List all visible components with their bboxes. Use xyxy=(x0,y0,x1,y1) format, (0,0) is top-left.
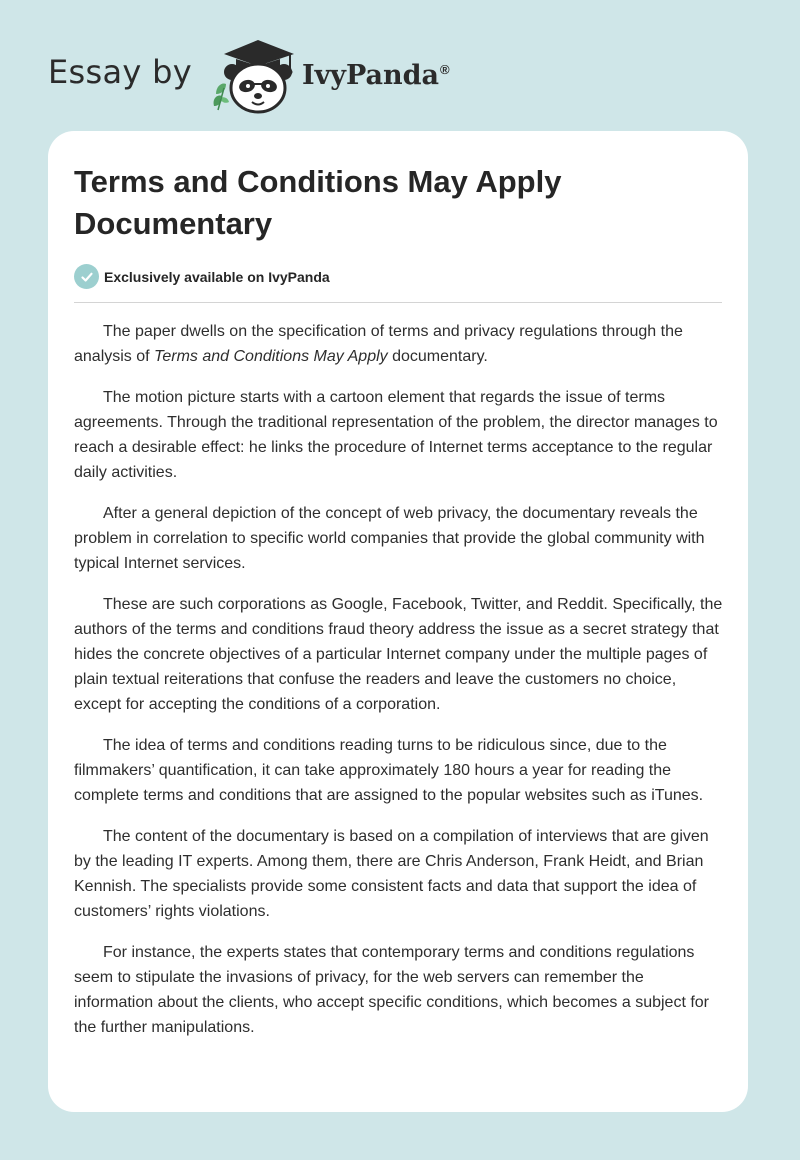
exclusive-badge-label: Exclusively available on IvyPanda xyxy=(104,268,330,285)
brand-header xyxy=(48,36,450,116)
paragraph-7: For instance, the experts states that contemporary terms and conditions regulations seem to stipulate the invasions of privacy, for the web servers can remember the information about the clients, who accept specific conditions, which becomes a subject for the further manipulations. xyxy=(74,944,709,1036)
essay-body xyxy=(74,319,724,1056)
paragraph-4: These are such corporations as Google, Facebook, Twitter, and Reddit. Specifically, the authors of the terms and conditions fraud theory address the issue as a secret strategy that hides the concrete objectives of a particular Internet company under the multiple pages of plain textual reiterations that confuse the readers and leave the customers no choice, except for accepting the conditions of a corporation. xyxy=(74,596,723,713)
paragraph-1: The paper dwells on the specification of terms and privacy regulations through the analysis of Terms and Conditions May Apply documentary. xyxy=(74,323,683,365)
essay-card xyxy=(48,131,748,1112)
registered-mark: ® xyxy=(440,61,450,77)
paragraph-3: After a general depiction of the concept of web privacy, the documentary reveals the problem in correlation to specific world companies that provide the global community with typical Internet services. xyxy=(74,505,705,572)
paragraph-5: The idea of terms and conditions reading turns to be ridiculous since, due to the filmmakers’ quantification, it can take approximately 180 hours a year for reading the complete terms and conditions that are assigned to the popular websites such as iTunes. xyxy=(74,737,704,804)
page-title: Terms and Conditions May Apply Documentary xyxy=(74,164,562,241)
brand-prefix: Essay by xyxy=(48,53,192,91)
brand-name[interactable]: IvyPanda® xyxy=(301,59,450,91)
checkmark-icon xyxy=(74,264,99,289)
ivypanda-logo-icon[interactable] xyxy=(206,36,298,116)
exclusive-badge xyxy=(74,264,330,289)
paragraph-6: The content of the documentary is based on a compilation of interviews that are given by the leading IT experts. Among them, there are Chris Anderson, Frank Heidt, and Brian Kennish. The specialists provide some consistent facts and data that support the idea of customers’ rights violations. xyxy=(74,828,709,920)
documentary-title: Terms and Conditions May Apply xyxy=(154,348,388,365)
paragraph-2: The motion picture starts with a cartoon element that regards the issue of terms agreements. Through the traditional representation of the problem, the director manages to reach a desirable effect: he links the procedure of Internet terms acceptance to the regular daily activities. xyxy=(74,389,718,481)
divider xyxy=(74,302,722,303)
